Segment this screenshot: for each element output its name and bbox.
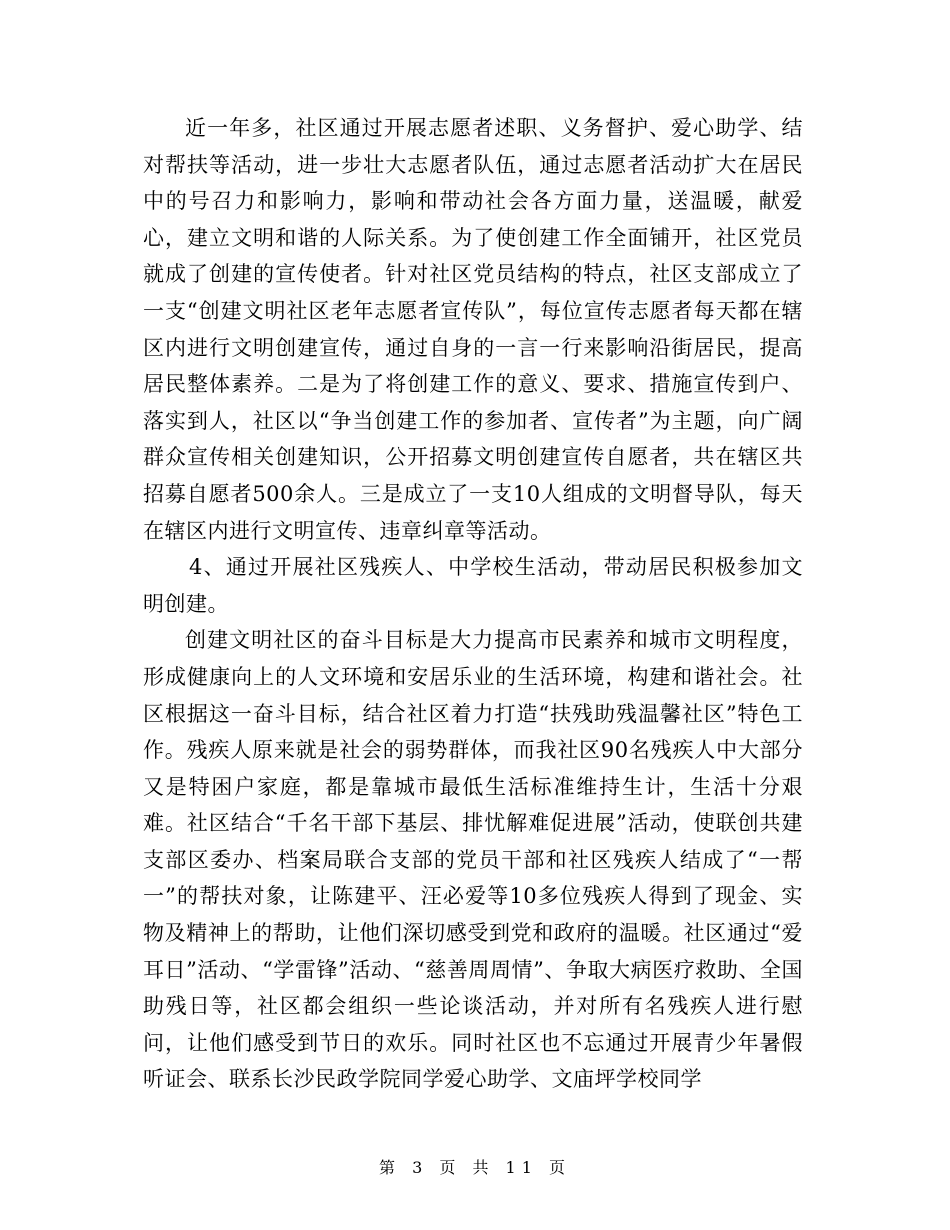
page-footer: 第 3 页 共 11 页 bbox=[379, 1158, 571, 1177]
paragraph-volunteers: 近一年多，社区通过开展志愿者述职、义务督护、爱心助学、结对帮扶等活动，进一步壮大志愿者队伍，通过志愿者活动扩大在居民中的号召力和影响力，影响和带动社会各方面力量，送温暖，献爱心，建立文明和谐的人际关系。为了使创建工作全面铺开，社区党员就成了创建的宣传使者。针对社区党员结构的特点，社区支部成立了一支“创建文明社区老年志愿者宣传队”，每位宣传志愿者每天都在辖区内进行文明创建宣传，通过自身的一言一行来影响沿街居民，提高居民整体素养。二是为了将创建工作的意义、要求、措施宣传到户、落实到人，社区以“争当创建工作的参加者、宣传者”为主题，向广阔群众宣传相关创建知识，公开招募文明创建宣传自愿者，共在辖区共招募自愿者500余人。三是成立了一支10人组成的文明督导队，每天在辖区内进行文明宣传、违章纠章等活动。 bbox=[143, 116, 803, 543]
section-heading-4: 4、通过开展社区残疾人、中学校生活动，带动居民积极参加文明创建。 bbox=[143, 555, 803, 616]
paragraph-disabled-support: 创建文明社区的奋斗目标是大力提高市民素养和城市文明程度，形成健康向上的人文环境和安居乐业的生活环境，构建和谐社会。社区根据这一奋斗目标，结合社区着力打造“扶残助残温馨社区”特色工作。残疾人原来就是社会的弱势群体，而我社区90名残疾人中大部分又是特困户家庭，都是靠城市最低生活标准维持生计，生活十分艰难。社区结合“千名干部下基层、排忧解难促进展”活动，使联创共建支部区委办、档案局联合支部的党员干部和社区残疾人结成了“一帮一”的帮扶对象，让陈建平、汪必爱等10多位残疾人得到了现金、实物及精神上的帮助，让他们深切感受到党和政府的温暖。社区通过“爱耳日”活动、“学雷锋”活动、“慈善周周情”、争取大病医疗救助、全国助残日等，社区都会组织一些论谈活动，并对所有名残疾人进行慰问，让他们感受到节日的欢乐。同时社区也不忘通过开展青少年暑假听证会、联系长沙民政学院同学爱心助学、文庙坪学校同学 bbox=[143, 628, 803, 1092]
document-body bbox=[143, 110, 803, 1098]
